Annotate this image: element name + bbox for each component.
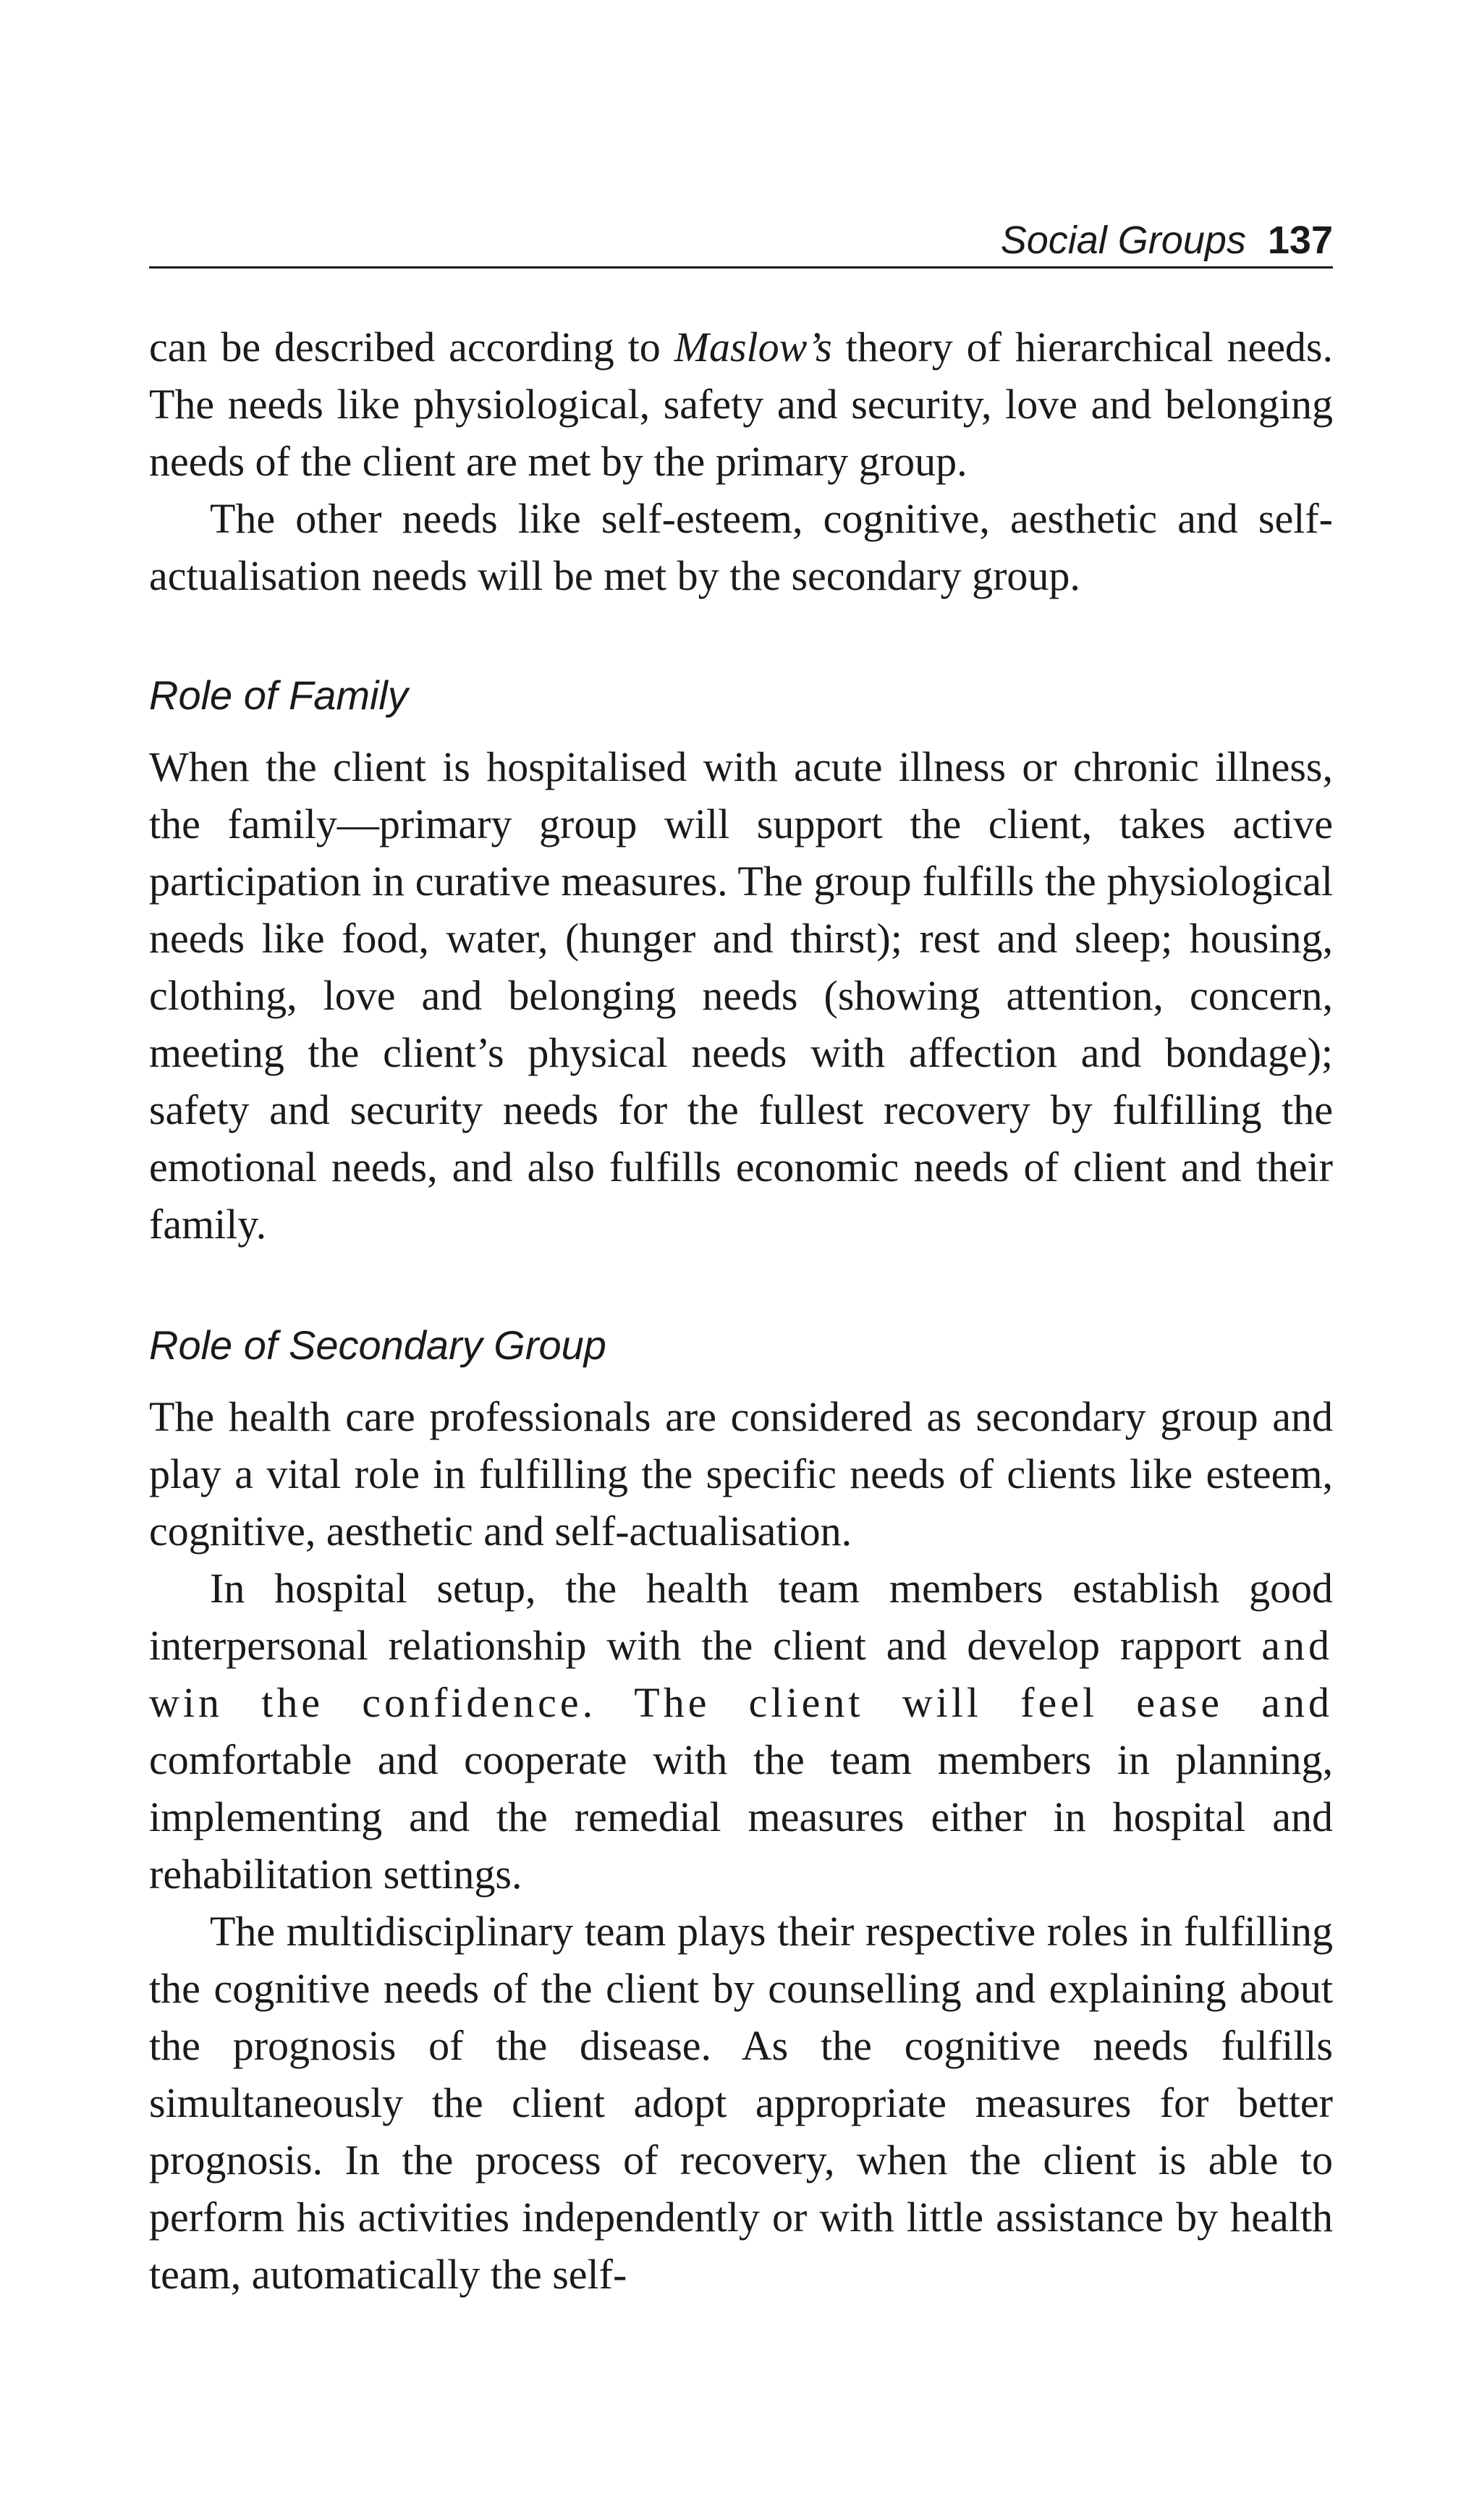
maslow-emphasis: Maslow’s xyxy=(674,324,832,371)
section-heading-role-of-family: Role of Family xyxy=(149,672,408,718)
intro-paragraph-1: can be described according to Maslow’s theory of hierarchical needs. The needs like physiological, safety and security, love and belonging needs of the client are met by the primary group. xyxy=(149,324,1334,485)
secondary-group-paragraph-3: The multidisciplinary team plays their respective roles in fulfilling the cognitive needs of the client by counselling and explaining about the prognosis of the disease. As the cognitive needs fulfills simultaneously the client adopt appropriate measures for better prognosis. In the process of recovery, when the client is able to perform his activities independently or with little assistance by health team, automatically the self- xyxy=(149,1908,1333,2298)
running-head-title: Social Groups xyxy=(1000,219,1246,262)
secondary-group-paragraph-1: The health care professionals are considered as secondary group and play a vital role in fulfilling the specific needs of clients like esteem, cognitive, aesthetic and self-actualisation. xyxy=(149,1393,1333,1555)
role-of-family-text-block xyxy=(149,738,1333,1253)
section-heading-role-of-secondary-group: Role of Secondary Group xyxy=(149,1322,606,1368)
running-head xyxy=(149,214,1333,269)
intro-text-block xyxy=(149,318,1333,604)
role-of-family-paragraph: When the client is hospitalised with acute illness or chronic illness, the family—primary group will support the client, takes active participation in curative measures. The group fulfills the physiological needs like food, water, (hunger and thirst); rest and sleep; housing, clothing, love and belonging needs (showing attention, concern, meeting the client’s physical needs with affection and bondage); safety and security needs for the fullest recovery by fulfilling the emotional needs, and also fulfills economic needs of client and their family. xyxy=(149,743,1333,1248)
secondary-group-paragraph-2: In hospital setup, the health team members establish good interpersonal relationship with the client and develop rapport and win the confidence. The client will feel ease and comfortable and cooperate with the team members in planning, implementing and the remedial measures either in hospital and rehabilitation settings. xyxy=(149,1565,1333,1898)
intro-paragraph-2: The other needs like self-esteem, cognitive, aesthetic and self-actualisation needs will be met by the secondary group. xyxy=(149,495,1333,599)
page-number: 137 xyxy=(1267,219,1333,262)
role-of-secondary-group-text-block xyxy=(149,1388,1333,2303)
